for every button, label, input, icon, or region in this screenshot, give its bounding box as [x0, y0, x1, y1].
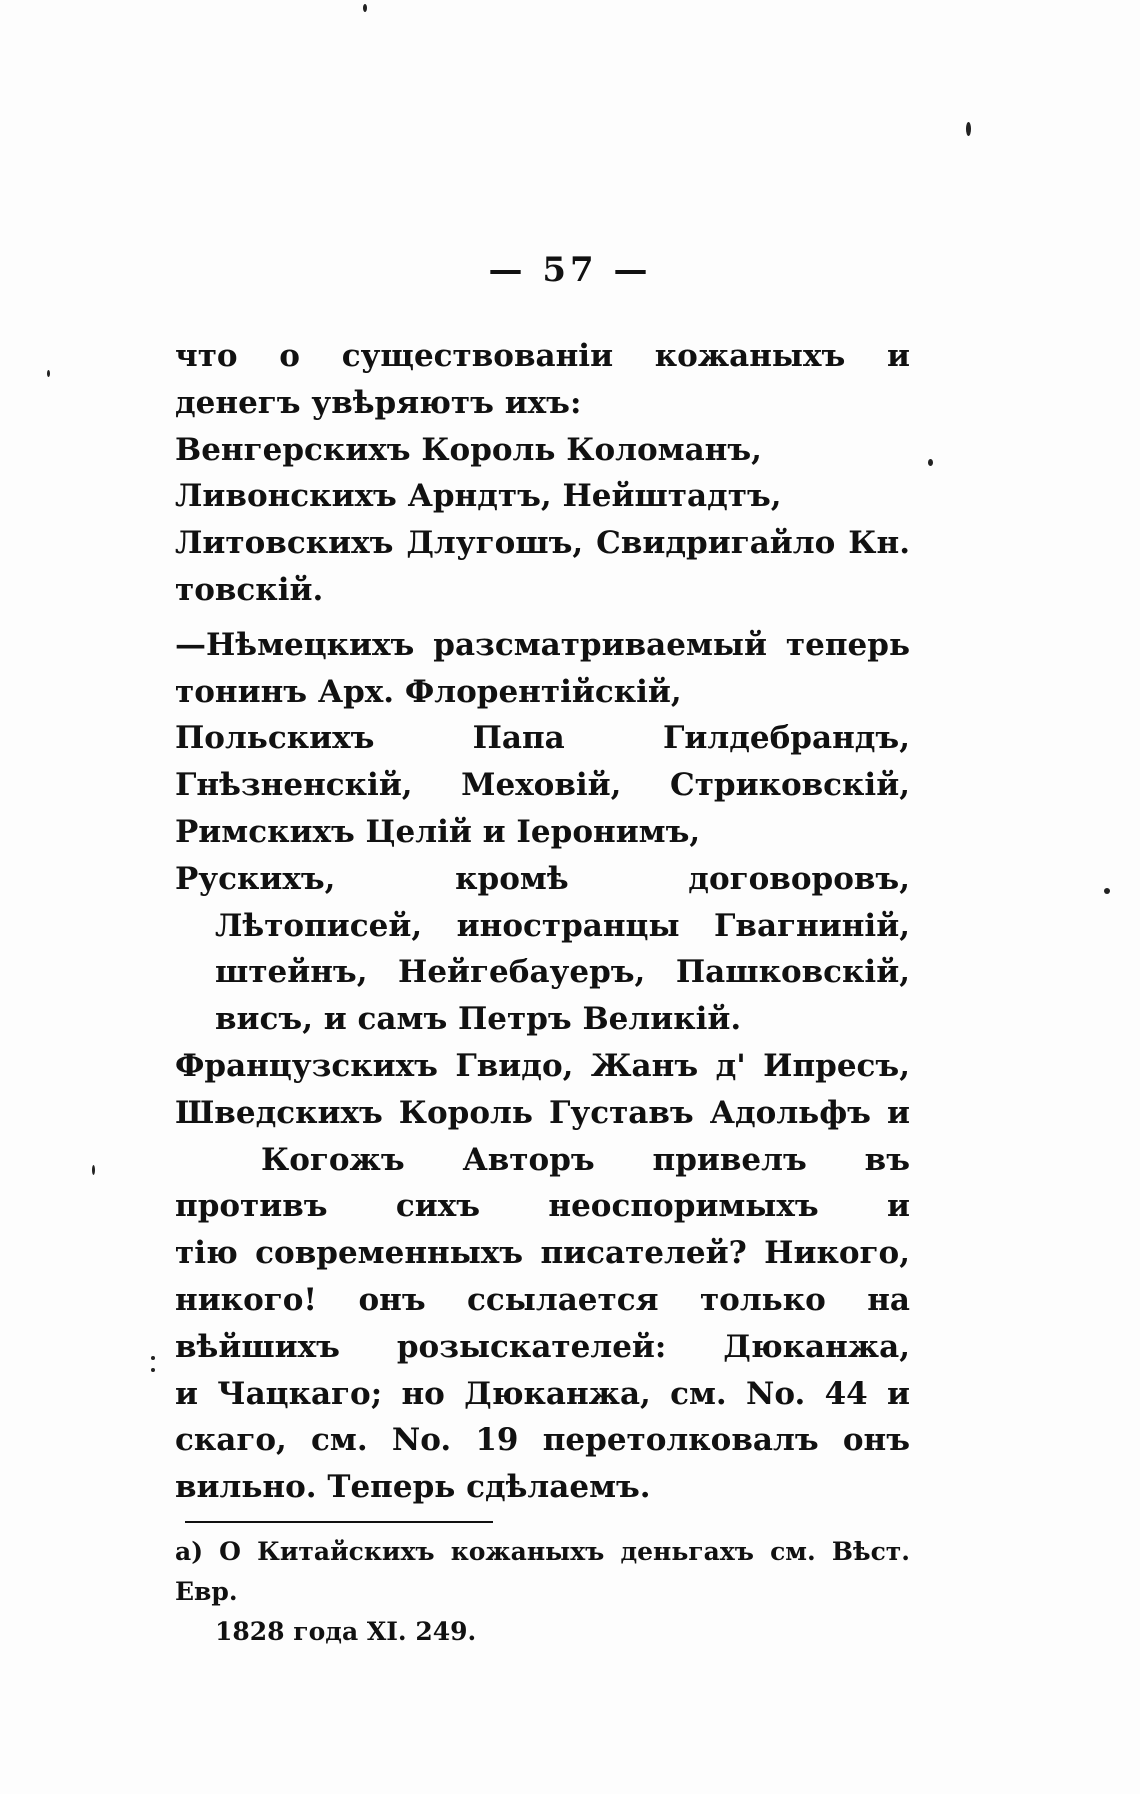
text-line: Когожъ Авторъ привелъ въ	[261, 1141, 910, 1178]
text-line: Шведскихъ Король Густавъ Адольфъ и	[175, 1094, 910, 1131]
text-line: скаго, см. No. 19 перетолковалъ онъ	[175, 1422, 910, 1459]
text-line: Гнѣзненскій, Меховій, Стриковскій,	[175, 767, 910, 804]
text-line: штейнъ, Нейгебауеръ, Пашковскій,	[215, 954, 910, 991]
text-line: вильно. Теперь сдѣлаемъ.	[175, 1469, 651, 1506]
text-line: Венгерскихъ Король Коломанъ,	[175, 431, 762, 468]
scan-speck	[47, 370, 50, 377]
footnote	[175, 1532, 910, 1652]
footnote-rule	[185, 1521, 493, 1523]
scan-speck	[151, 1356, 155, 1360]
text-line: денегъ увѣряютъ ихъ:	[175, 384, 582, 421]
text-line: —Нѣмецкихъ разсматриваемый теперь	[175, 626, 910, 663]
scan-speck	[928, 459, 933, 466]
text-line: тонинъ Арх. Флорентійскій,	[175, 673, 682, 710]
text-line: висъ, и самъ Петръ Великій.	[215, 1001, 742, 1038]
scan-speck	[966, 122, 971, 136]
text-line: Французскихъ Гвидо, Жанъ д' Ипресъ,	[175, 1047, 910, 1084]
text-line: что о существованіи кожаныхъ и	[175, 338, 910, 374]
text-line: Польскихъ Папа Гилдебрандъ,	[175, 720, 910, 757]
scan-speck	[363, 4, 367, 12]
text-line: вѣйшихъ розыскателей: Дюканжа,	[175, 1328, 910, 1365]
footnote-line: 1828 года XI. 249.	[215, 1617, 477, 1646]
body-text	[175, 333, 910, 1511]
text-line: противъ сихъ неоспоримыхъ и	[175, 1188, 910, 1225]
footnote-line: a) О Китайскихъ кожаныхъ деньгахъ см. Вѣст. Евр.	[175, 1537, 910, 1606]
text-line: и Чацкаго; но Дюканжа, см. No. 44 и	[175, 1375, 910, 1412]
text-line: Лѣтописей, иностранцы Гвагниній,	[215, 907, 910, 944]
scan-speck	[151, 1368, 155, 1372]
scan-speck	[92, 1165, 95, 1175]
text-line: Рускихъ, кромѣ договоровъ,	[175, 860, 910, 897]
text-line: Литовскихъ Длугошъ, Свидригайло Кн.	[175, 525, 910, 562]
text-line: Ливонскихъ Арндтъ, Нейштадтъ,	[175, 478, 782, 515]
scan-speck	[1104, 888, 1110, 894]
text-line: Римскихъ Целій и Іеронимъ,	[175, 813, 701, 850]
text-line: тію современныхъ писателей? Никого,	[175, 1235, 910, 1272]
page-number: — 57 —	[488, 250, 652, 290]
text-line: никого! онъ ссылается только на	[175, 1281, 910, 1318]
text-line: товскій.	[175, 571, 324, 608]
